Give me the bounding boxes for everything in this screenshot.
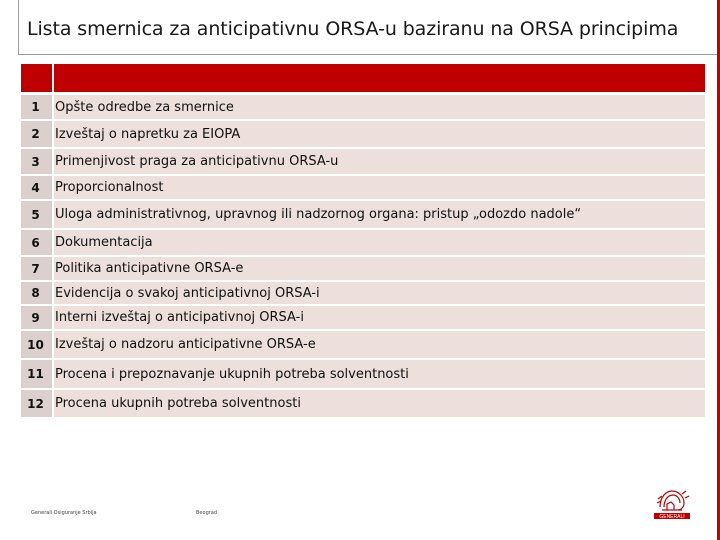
row-text: Politika anticipativne ORSA-e: [54, 257, 705, 280]
title-frame-vertical: [18, 0, 19, 54]
row-number: 11: [21, 360, 52, 388]
slide-title: Lista smernica za anticipativnu ORSA-u baziranu na ORSA principima: [27, 18, 679, 40]
row-number: 5: [21, 201, 52, 228]
table-row: [21, 201, 705, 228]
row-number: 3: [21, 149, 52, 174]
header-text-cell: [54, 64, 705, 92]
table-row: [21, 360, 705, 388]
table-row: [21, 306, 705, 329]
table-row: [21, 331, 705, 358]
table-row: [21, 121, 705, 147]
row-text: Opšte odredbe za smernice: [54, 95, 705, 119]
generali-lion-logo: [652, 485, 692, 521]
row-number: 8: [21, 282, 52, 304]
table-row: [21, 95, 705, 119]
row-number: 10: [21, 331, 52, 358]
table-row: [21, 176, 705, 199]
row-text: Procena i prepoznavanje ukupnih potreba solventnosti: [54, 360, 705, 388]
row-text: Interni izveštaj o anticipativnoj ORSA-i: [54, 306, 705, 329]
header-num-cell: [21, 64, 52, 92]
row-number: 1: [21, 95, 52, 119]
row-number: 9: [21, 306, 52, 329]
row-text: Izveštaj o nadzoru anticipativne ORSA-e: [54, 331, 705, 358]
logo-wordmark: GENERALI: [659, 514, 685, 520]
table-row: [21, 257, 705, 280]
table-row: [21, 282, 705, 304]
row-number: 2: [21, 121, 52, 147]
table-row: [21, 390, 705, 417]
footer-city: Beograd: [196, 510, 218, 516]
row-number: 7: [21, 257, 52, 280]
table-header-row: [21, 64, 705, 92]
guidelines-table: [21, 64, 705, 419]
row-text: Evidencija o svakoj anticipativnoj ORSA-i: [54, 282, 705, 304]
row-text: Uloga administrativnog, upravnog ili nadzornog organa: pristup „odozdo nadole“: [54, 201, 705, 228]
table-row: [21, 230, 705, 255]
row-text: Proporcionalnost: [54, 176, 705, 199]
table-row: [21, 149, 705, 174]
row-text: Primenjivost praga za anticipativnu ORSA-u: [54, 149, 705, 174]
row-text: Dokumentacija: [54, 230, 705, 255]
row-text: Izveštaj o napretku za EIOPA: [54, 121, 705, 147]
footer-company: Generali Osiguranje Srbija: [31, 510, 97, 516]
row-number: 12: [21, 390, 52, 417]
row-number: 6: [21, 230, 52, 255]
title-frame-horizontal: [18, 54, 720, 55]
row-text: Procena ukupnih potreba solventnosti: [54, 390, 705, 417]
row-number: 4: [21, 176, 52, 199]
